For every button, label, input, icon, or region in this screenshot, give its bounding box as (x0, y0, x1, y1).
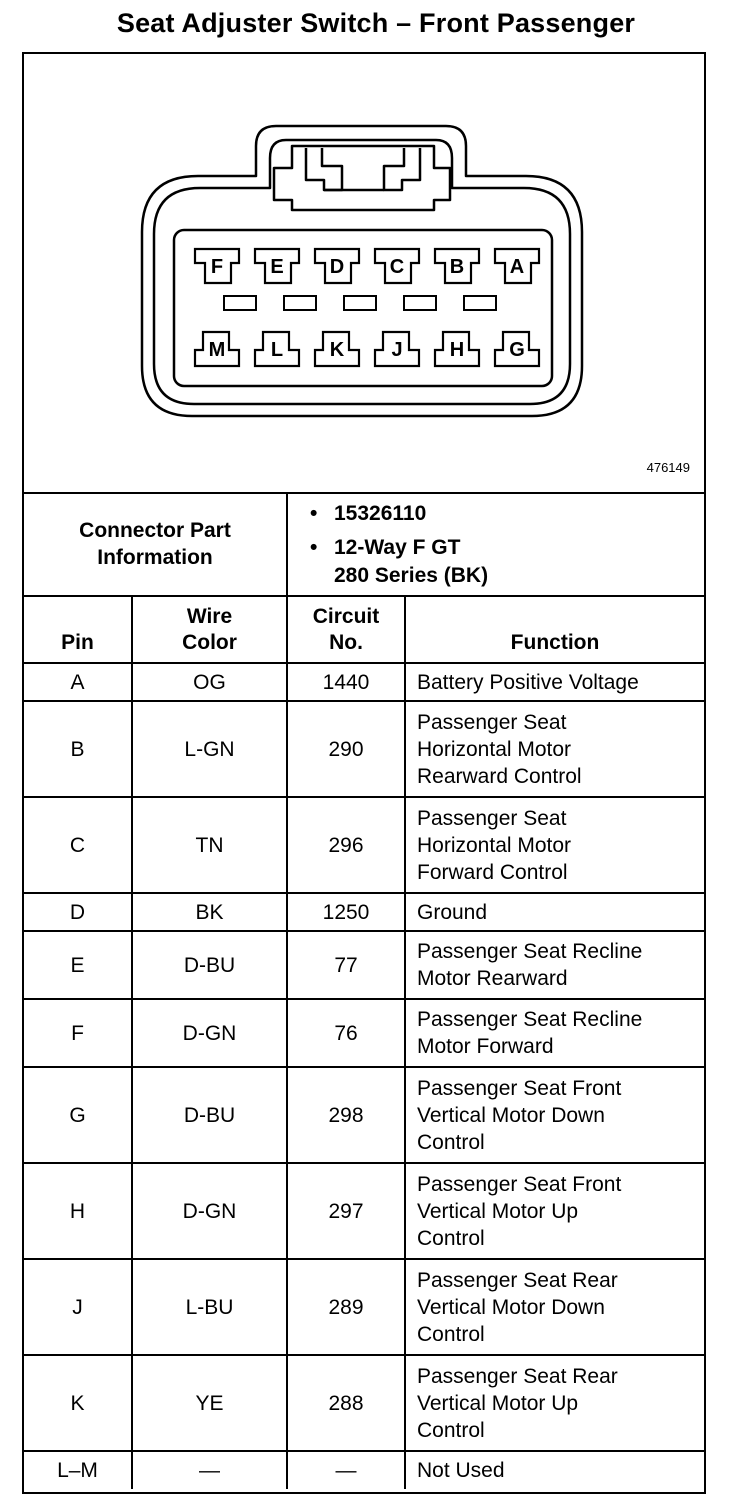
circuit-cell: 1250 (287, 893, 405, 931)
wire-color-cell: D-GN (132, 1163, 287, 1259)
function-line: Horizontal Motor (417, 833, 572, 857)
wire-color-cell: D-GN (132, 999, 287, 1067)
function-line: Passenger Seat Rear (417, 1268, 618, 1292)
pin-cell: K (24, 1355, 132, 1451)
pin-cell: E (24, 931, 132, 999)
pin-terminal-e (255, 249, 299, 283)
circuit-cell: 289 (287, 1259, 405, 1355)
wire-color-cell: OG (132, 663, 287, 701)
header-wire-color: Wire Color (132, 595, 287, 663)
pin-label: K (329, 339, 345, 361)
pin-cell: H (24, 1163, 132, 1259)
connector-part-list (306, 500, 488, 596)
pin-terminal-k (315, 332, 359, 366)
circuit-cell: 290 (287, 701, 405, 797)
table-row (24, 1451, 704, 1489)
table-row (24, 663, 704, 701)
function-cell (405, 797, 704, 893)
pin-label: H (449, 339, 465, 361)
circuit-cell: 77 (287, 931, 405, 999)
table-header-row (24, 595, 704, 663)
function-cell (405, 931, 704, 999)
table-row (24, 797, 704, 893)
circuit-cell: 76 (287, 999, 405, 1067)
pin-cell: G (24, 1067, 132, 1163)
pin-terminal-l (255, 332, 299, 366)
function-line: Battery Positive Voltage (417, 670, 639, 694)
function-line: Passenger Seat Recline (417, 1008, 643, 1031)
pin-terminal-f (195, 249, 239, 283)
pin-cell: C (24, 797, 132, 893)
table-row (24, 999, 704, 1067)
header-pin: Pin (24, 595, 132, 663)
spacer-slot (284, 296, 316, 310)
pinout-table (24, 595, 704, 1489)
function-cell (405, 1451, 704, 1489)
wire-color-cell: BK (132, 893, 287, 931)
spacer-slot (344, 296, 376, 310)
function-cell (405, 893, 704, 931)
function-cell (405, 1259, 704, 1355)
spacer-slot (464, 296, 496, 310)
function-cell (405, 1355, 704, 1451)
pin-label: B (449, 256, 465, 278)
table-row (24, 893, 704, 931)
function-line: Control (417, 1322, 485, 1346)
circuit-cell: 297 (287, 1163, 405, 1259)
wire-color-cell: L-BU (132, 1259, 287, 1355)
function-line: Horizontal Motor (417, 737, 572, 761)
connector-part-label: Connector Part Information (24, 492, 288, 595)
function-line: Control (417, 1130, 485, 1154)
part-description: • 12-Way F GT 280 Series (BK) (306, 534, 488, 590)
wire-color-cell: YE (132, 1355, 287, 1451)
spacer-slot (404, 296, 436, 310)
function-line: Vertical Motor Up (417, 1391, 579, 1415)
pin-terminal-a (495, 249, 539, 283)
table-row (24, 1163, 704, 1259)
function-line: Passenger Seat Front (417, 1172, 622, 1196)
pin-label: D (329, 256, 345, 278)
table-row (24, 1355, 704, 1451)
pin-label: G (509, 339, 525, 361)
pin-cell: B (24, 701, 132, 797)
function-line: Control (417, 1226, 485, 1250)
pin-cell: D (24, 893, 132, 931)
spacer-slot (224, 296, 256, 310)
circuit-cell: 296 (287, 797, 405, 893)
function-line: Control (417, 1418, 485, 1442)
pin-cell: A (24, 663, 132, 701)
pin-label: C (389, 256, 405, 278)
pin-terminal-h (435, 332, 479, 366)
pin-label: L (270, 339, 284, 361)
function-cell (405, 701, 704, 797)
part-number: • 15326110 (306, 500, 488, 528)
function-line: Motor Rearward (417, 967, 568, 990)
wire-color-cell: D-BU (132, 1067, 287, 1163)
figure-id: 476149 (646, 460, 690, 475)
table-row (24, 1259, 704, 1355)
circuit-cell: — (287, 1451, 405, 1489)
pin-cell: J (24, 1259, 132, 1355)
pin-label: A (509, 256, 525, 278)
circuit-cell: 1440 (287, 663, 405, 701)
function-cell (405, 1163, 704, 1259)
function-line: Rearward Control (417, 764, 582, 788)
latch (274, 146, 450, 210)
function-line: Vertical Motor Down (417, 1295, 605, 1319)
wire-color-cell: TN (132, 797, 287, 893)
function-line: Ground (417, 900, 488, 924)
pin-label: J (391, 339, 403, 361)
wire-color-cell: — (132, 1451, 287, 1489)
pin-terminal-b (435, 249, 479, 283)
function-line: Passenger Seat (417, 806, 567, 830)
circuit-cell: 298 (287, 1067, 405, 1163)
connector-diagram (24, 54, 704, 494)
latch-detail (306, 148, 420, 190)
table-row (24, 701, 704, 797)
wire-color-cell: D-BU (132, 931, 287, 999)
wire-color-cell: L-GN (132, 701, 287, 797)
document-frame (22, 52, 706, 1494)
function-line: Passenger Seat Recline (417, 940, 643, 963)
connector-part-info (24, 492, 704, 597)
pin-terminal-j (375, 332, 419, 366)
table-row (24, 931, 704, 999)
function-cell (405, 1067, 704, 1163)
function-line: Not Used (417, 1459, 505, 1482)
function-cell (405, 999, 704, 1067)
function-line: Vertical Motor Down (417, 1103, 605, 1127)
function-line: Forward Control (417, 860, 568, 884)
table-row (24, 1067, 704, 1163)
pin-terminal-m (195, 332, 239, 366)
function-line: Vertical Motor Up (417, 1199, 579, 1223)
page-title: Seat Adjuster Switch – Front Passenger (116, 8, 636, 38)
pin-terminal-d (315, 249, 359, 283)
connector-face-drawing (24, 54, 704, 492)
header-circuit: Circuit No. (287, 595, 405, 663)
pin-terminal-c (375, 249, 419, 283)
header-function: Function (405, 595, 704, 663)
function-line: Motor Forward (417, 1035, 554, 1058)
pin-terminal-g (495, 332, 539, 366)
function-cell (405, 663, 704, 701)
function-line: Passenger Seat (417, 710, 567, 734)
function-line: Passenger Seat Front (417, 1076, 622, 1100)
pin-label: M (208, 339, 226, 361)
pin-cell: F (24, 999, 132, 1067)
pin-label: E (270, 256, 284, 278)
function-line: Passenger Seat Rear (417, 1364, 618, 1388)
circuit-cell: 288 (287, 1355, 405, 1451)
pin-cell: L–M (24, 1451, 132, 1489)
pin-label: F (210, 256, 224, 278)
